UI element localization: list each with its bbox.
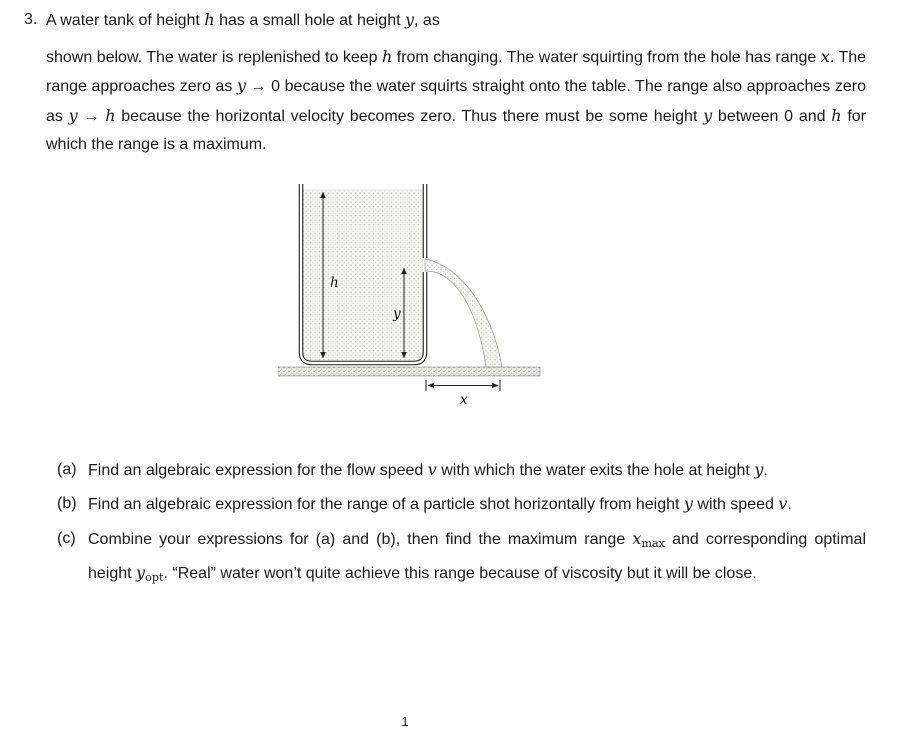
part-c-label: (c) [57,529,76,547]
problem-intro-text: A water tank of height h has a small hole at height y, as [46,10,440,29]
x-range-arrow [426,380,500,391]
water-fill [303,189,423,361]
part-b-text: Find an algebraic expression for the range of a particle shot horizontally from height y with speed v. [88,494,792,514]
page-footer [0,714,810,729]
problem-number: 3. [24,11,38,28]
problem-body-text: shown below. The water is replenished to keep h from changing. The water squirting from the hole has range x. The range approaches zero as y → 0 because the water squirts straight onto the table. The range also approaches zero as y → h because the horizontal velocity becomes zero. Thus there must be some height y between 0 and h for which the range is a maximum. [46,47,867,154]
part-b [24,489,866,520]
part-c [24,524,866,593]
part-b-label: (b) [57,495,77,513]
part-a [24,455,866,486]
y-label: y [393,305,401,322]
water-jet [425,259,502,367]
part-a-text: Find an algebraic expression for the flow speed v with which the water exits the hole at height y. [88,459,768,479]
part-a-label: (a) [57,460,77,478]
problem-intro-line [24,6,866,35]
problem-content [24,6,866,596]
problem-parts [24,455,866,593]
page-number: 1 [401,714,409,729]
tank-diagram [278,174,558,409]
h-label: h [330,274,339,291]
part-c-text: Combine your expressions for (a) and (b), then find the maximum range xmax and corresponding optimal height yopt. “Real” water won’t quite achieve this range because of viscosity but it will be close. [88,528,867,584]
tank-figure [278,174,558,409]
ground-surface [278,367,540,376]
x-label: x [460,391,468,408]
